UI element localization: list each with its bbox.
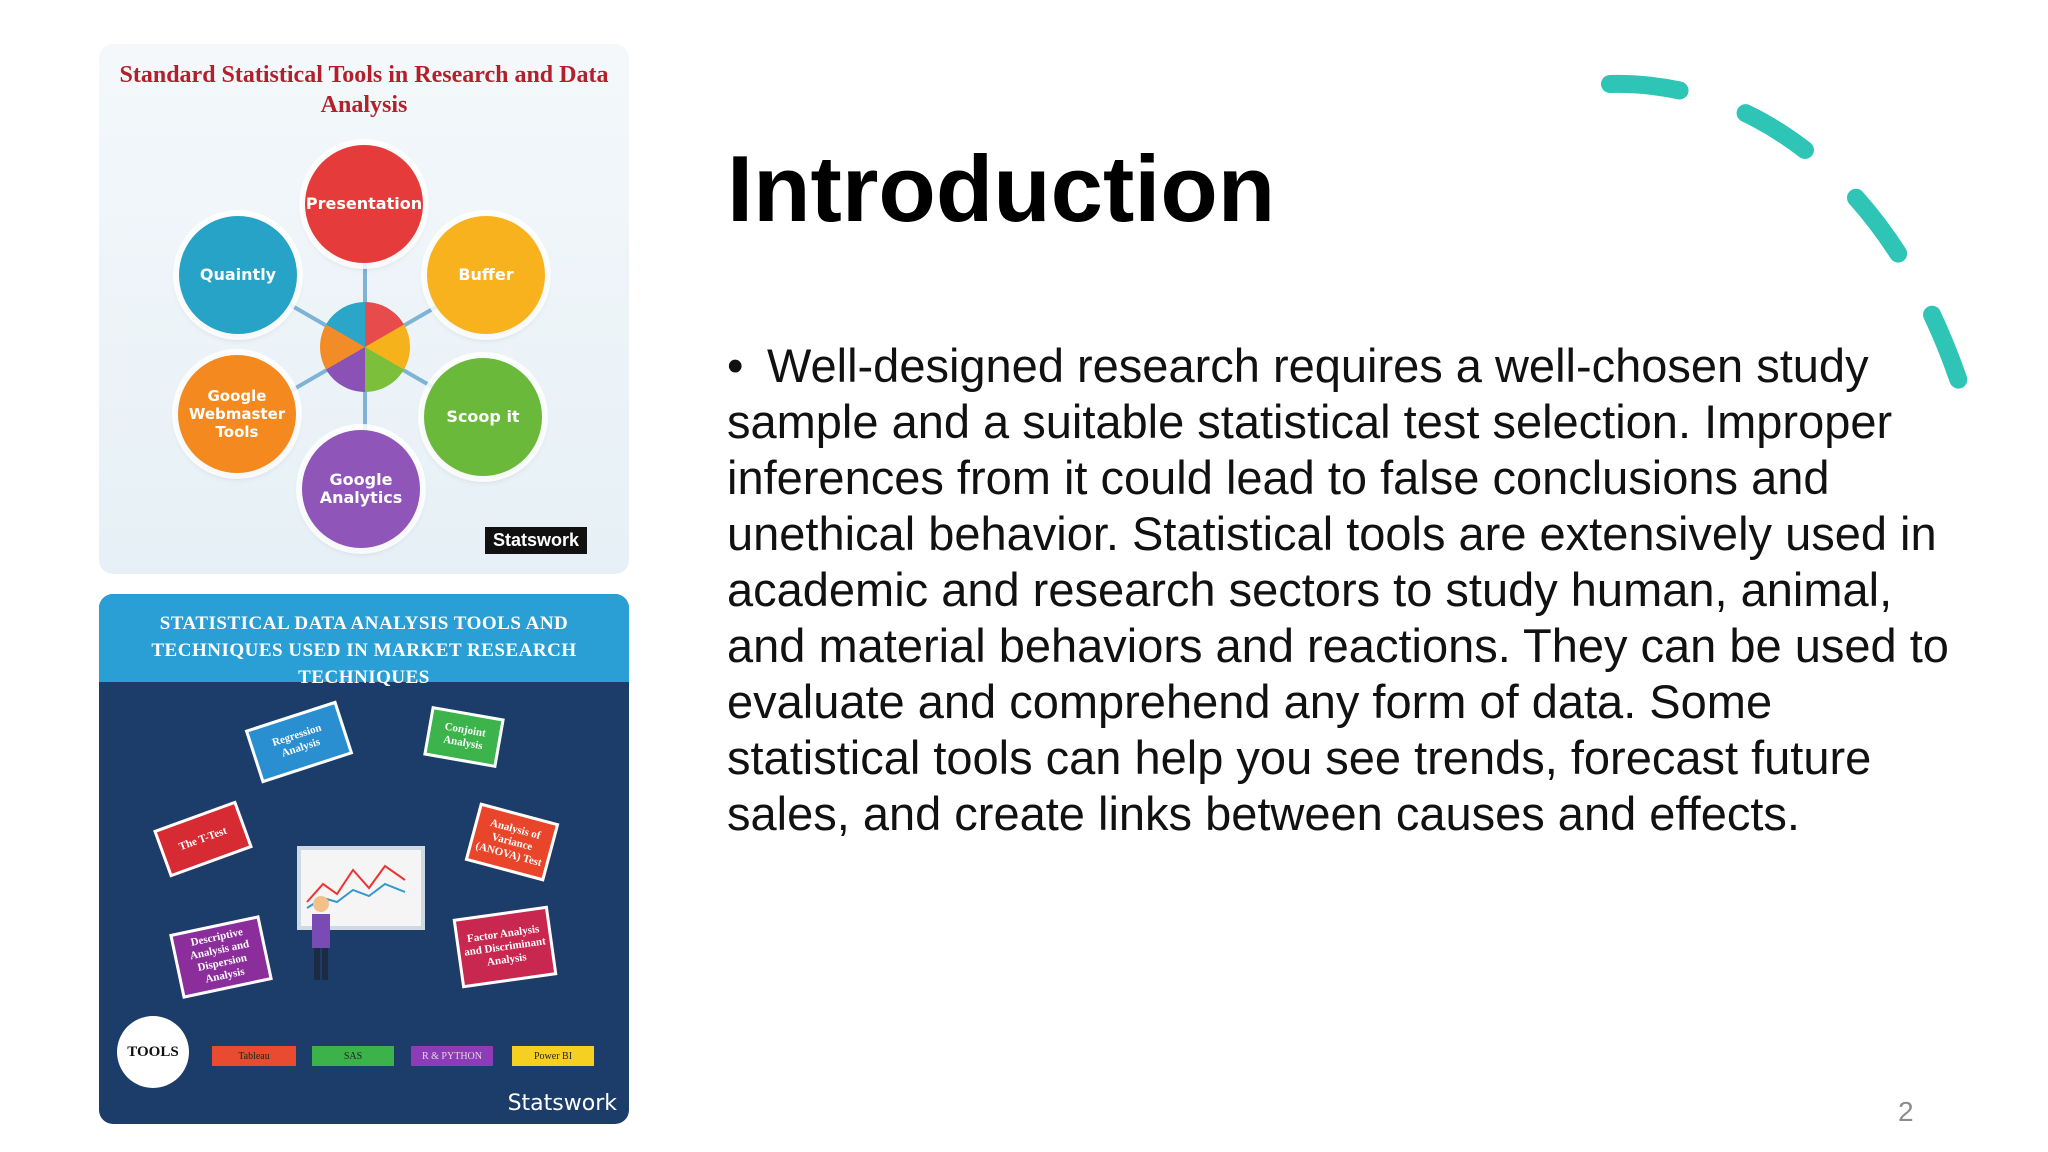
infographic-title: Standard Statistical Tools in Research and Data Analysis: [119, 62, 609, 118]
circle-google-analytics: Google Analytics: [302, 430, 420, 548]
tool-r-python: R & PYTHON: [411, 1046, 493, 1066]
market-research-infographic: [99, 594, 629, 1124]
tool-tableau: Tableau: [212, 1046, 296, 1066]
tag-descriptive-analysis: Descriptive Analysis and Dispersion Analysis: [169, 915, 273, 999]
circle-scoop-it: Scoop it: [424, 358, 542, 476]
tools-label: TOOLS: [117, 1016, 189, 1088]
circle-quaintly: Quaintly: [179, 216, 297, 334]
tag-t-test: The T-Test: [153, 800, 253, 877]
infographic-header: [99, 594, 629, 688]
circle-buffer: Buffer: [427, 216, 545, 334]
header-line-1: STATISTICAL DATA ANALYSIS TOOLS AND: [159, 613, 569, 634]
header-line-2: TECHNIQUES USED IN MARKET RESEARCH TECHNIQUES: [151, 640, 577, 688]
statswork-logo: Statswork: [485, 527, 587, 554]
statswork-logo-2: Statswork: [507, 1091, 617, 1116]
presenter-icon: [307, 894, 335, 984]
tag-factor-analysis: Factor Analysis and Discriminant Analysis: [453, 906, 558, 989]
body-paragraph: Well-designed research requires a well-chosen study sample and a suitable statistical test selection. Improper inferences from it could lead to false conclusions and unethical behavior. Statistical tools are extensively used in academic and research sectors to study human, animal, and material behaviors and reactions. They can be used to evaluate and comprehend any form of data. Some statistical tools can help you see trends, forecast future sales, and create links between causes and effects.: [727, 339, 1949, 840]
slide-title: Introduction: [727, 136, 1276, 241]
tag-conjoint-analysis: Conjoint Analysis: [423, 706, 505, 768]
circle-presentation: Presentation: [305, 145, 423, 263]
hub-hexagon: [320, 302, 410, 392]
tag-anova-test: Analysis of Variance (ANOVA) Test: [465, 802, 560, 881]
tool-sas: SAS: [312, 1046, 394, 1066]
slide-body: [727, 338, 1957, 842]
bullet-icon: •: [727, 339, 744, 392]
tag-regression-analysis: Regression Analysis: [245, 701, 354, 784]
page-number: 2: [1898, 1096, 1914, 1127]
circle-google-webmaster-tools: Google Webmaster Tools: [178, 355, 296, 473]
tool-power-bi: Power BI: [512, 1046, 594, 1066]
statistical-tools-infographic: [99, 44, 629, 574]
